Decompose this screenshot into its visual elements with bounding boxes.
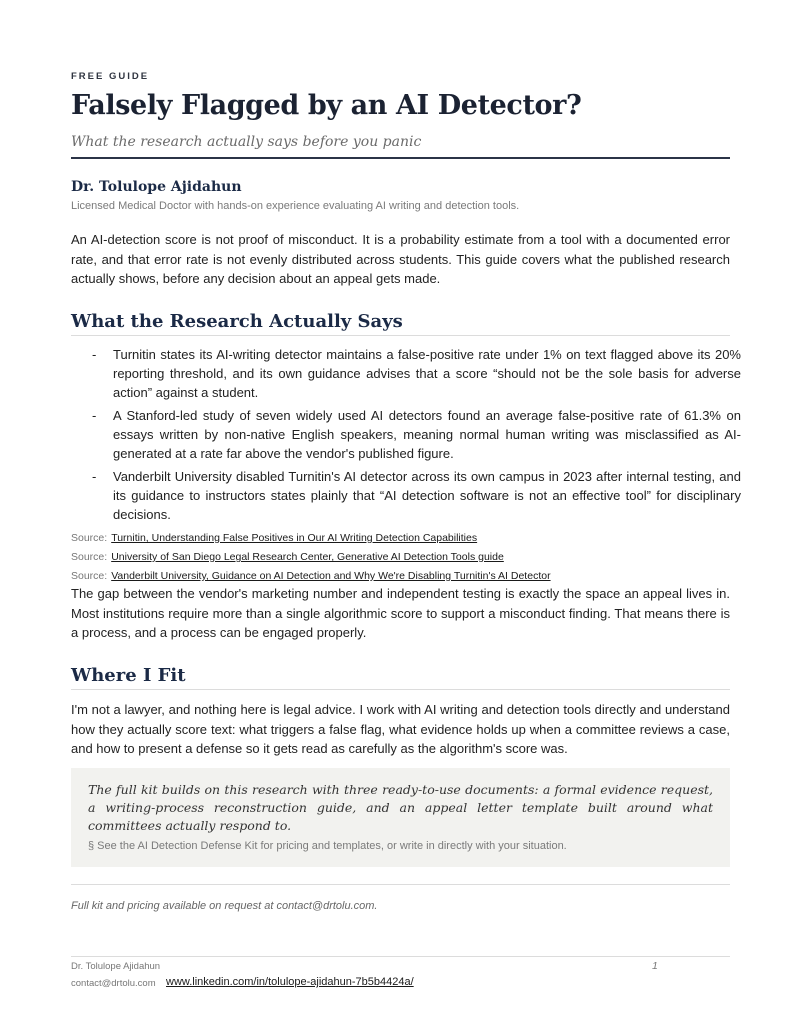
source-line [71,548,730,567]
page-number: 1 [652,960,658,972]
research-heading: What the Research Actually Says [71,311,403,332]
bullet-marker: - [92,469,97,484]
research-closing-paragraph: The gap between the vendor's marketing number and independent testing is exactly the space an appeal lives in. Most institutions require more than a single algorithmic score to support a misconduct finding. That means there is a process, and a process can be engaged properly. [71,586,730,640]
fit-paragraph: I'm not a lawyer, and nothing here is legal advice. I work with AI writing and detection tools directly and understand how they actually score text: what triggers a false flag, what evidence holds up when a committee reviews a case, and how to present a defense so it gets read as carefully as the algorithm's score was. [71,702,730,756]
source-label: Source: [71,570,108,582]
footer-email: contact@drtolu.com [71,978,156,989]
intro-paragraph: An AI-detection score is not proof of misconduct. It is a probability estimate from a tool with a documented error rate, and that error rate is not evenly distributed across students. This guide covers what the published research actually shows, before any decision about an appeal gets made. [71,232,730,286]
bullet-marker: - [92,408,97,423]
page-title: Falsely Flagged by an AI Detector? [71,90,582,121]
footer-author-name: Dr. Tolulope Ajidahun [71,961,161,972]
research-bullet-list [71,345,741,528]
kit-callout [71,768,730,867]
page-subtitle: What the research actually says before you panic [71,134,422,150]
bullet-text: Turnitin states its AI-writing detector maintains a false-positive rate under 1% on text flagged above its 20% reporting threshold, and its own guidance advises that a score “should not be the sole basis for adverse action” against a student. [113,347,741,400]
footnote-divider [71,884,730,885]
source-line [71,529,730,548]
bullet-text: A Stanford-led study of seven widely used AI detectors found an average false-positive rate of 61.3% on essays written by non-native English speakers, meaning normal human writing was misclassified as AI-generated at a rate far above the vendor's published figure. [113,408,741,461]
fit-heading: Where I Fit [71,665,186,686]
list-item [71,406,741,463]
bullet-text: Vanderbilt University disabled Turnitin's AI detector across its own campus in 2023 after internal testing, and its guidance to instructors states plainly that “AI detection software is not an effective tool” for disciplinary decisions. [113,469,741,522]
author-description: Licensed Medical Doctor with hands-on experience evaluating AI writing and detection tools. [71,200,520,212]
pricing-footnote: Full kit and pricing available on request at contact@drtolu.com. [71,900,378,912]
title-divider [71,157,730,159]
research-divider [71,335,730,336]
bullet-marker: - [92,347,97,362]
author-name: Dr. Tolulope Ajidahun [71,179,242,195]
source-link-san-diego[interactable]: University of San Diego Legal Research Center, Generative AI Detection Tools guide [111,551,504,563]
source-list [71,529,730,586]
source-link-vanderbilt[interactable]: Vanderbilt University, Guidance on AI Detection and Why We're Disabling Turnitin's AI Detector [111,570,551,582]
eyebrow-label: FREE GUIDE [71,71,150,82]
list-item [71,345,741,402]
footer-divider [71,956,730,957]
source-label: Source: [71,532,108,544]
list-item [71,467,741,524]
callout-note: § See the AI Detection Defense Kit for pricing and templates, or write in directly with your situation. [88,840,567,852]
fit-divider [71,689,730,690]
callout-quote: The full kit builds on this research with three ready-to-use documents: a formal evidence request, a writing-process reconstruction guide, and an appeal letter template built around what committees actually respond to. [88,782,713,833]
source-link-turnitin[interactable]: Turnitin, Understanding False Positives in Our AI Writing Detection Capabilities [111,532,478,544]
source-label: Source: [71,551,108,563]
linkedin-link[interactable]: www.linkedin.com/in/tolulope-ajidahun-7b5b4424a/ [166,976,414,988]
